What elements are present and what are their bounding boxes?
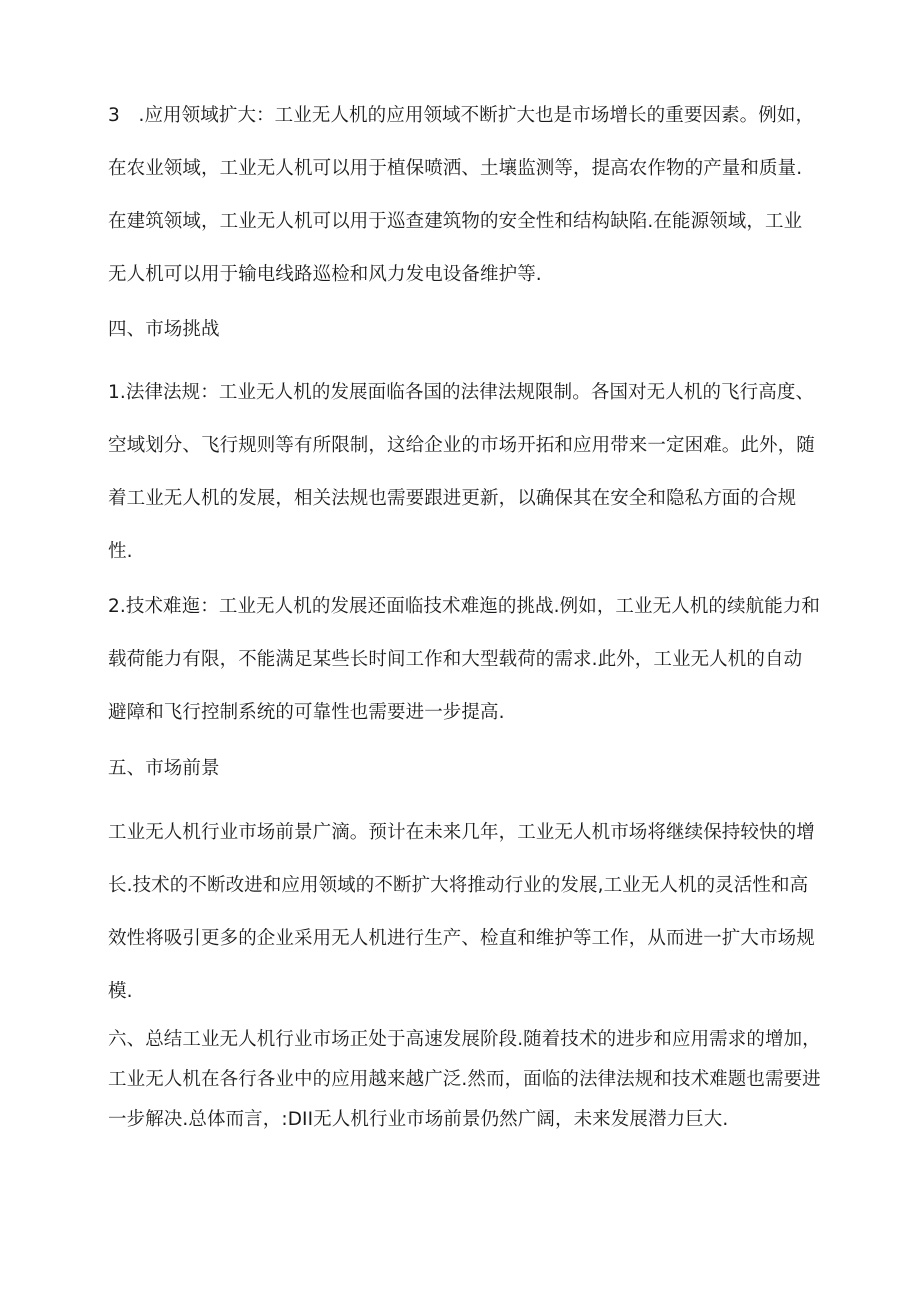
paragraph-application-expansion xyxy=(108,89,820,301)
text-line: 2.技术难迤：工业无人机的发展还面临技术难迤的挑战.例如，工业无人机的续航能力和 xyxy=(108,596,821,617)
text-line: 无人机可以用于输电线路巡检和风力发电设备维护等. xyxy=(108,264,542,285)
text-line: 着工业无人机的发展，相关法规也需要跟进更新，以确保其在安全和隐私方面的合规 xyxy=(108,488,797,509)
section-heading-challenges xyxy=(108,303,820,356)
heading-text: 四、市场挑战 xyxy=(108,319,220,340)
text-line: 性. xyxy=(108,541,133,562)
text-line: 避障和飞行控制系统的可靠性也需要进一步提高. xyxy=(108,702,505,723)
paragraph-legal-regulations xyxy=(108,366,820,578)
text-line: 一步解决.总体而言，:DII无人机行业市场前景仍然广阔，未来发展潜力巨大. xyxy=(108,1109,729,1130)
text-line: 载荷能力有限，不能满足某些长时间工作和大型载荷的需求.此外，工业无人机的自动 xyxy=(108,649,803,670)
text-line: 在农业领域，工业无人机可以用于植保喷洒、土壤监测等，提高农作物的产量和质量. xyxy=(108,158,803,179)
text-line: 效性将吸引更多的企业采用无人机进行生产、检直和维护等工作，从而进一扩大市场规 xyxy=(108,928,815,949)
paragraph-prospects-body xyxy=(108,806,820,1018)
text-line: 在建筑领域，工业无人机可以用于巡查建筑物的安全性和结构缺陷.在能源领域，工业 xyxy=(108,211,803,232)
section-heading-prospects xyxy=(108,742,820,795)
text-line: 工业无人机行业市场前景广滴。预计在未来几年，工业无人机市场将继续保持较快的增 xyxy=(108,822,815,843)
heading-text: 五、市场前景 xyxy=(108,758,220,779)
text-line: 3 .应用领域扩大：工业无人机的应用领域不断扩大也是市场增长的重要因素。例如， xyxy=(108,105,815,126)
text-line: 工业无人机在各行各业中的应用越来越广泛.然而，面临的法律法规和技术难题也需要进 xyxy=(108,1069,821,1090)
paragraph-summary xyxy=(108,1020,820,1140)
text-line: 1.法律法规：工业无人机的发展面临各国的法律法规限制。各国对无人机的飞行高度、 xyxy=(108,382,815,403)
text-line: 长.技术的不断改进和应用领域的不断扩大将推动行业的发展,工业无人机的灵活性和高 xyxy=(108,875,809,896)
text-line: 空域划分、飞行规则等有所限制，这给企业的市场开拓和应用带来一定困难。此外，随 xyxy=(108,435,815,456)
text-line: 模. xyxy=(108,981,133,1002)
text-line: 六、总结工业无人机行业市场正处于高速发展阶段.随着技术的进步和应用需求的增加， xyxy=(108,1029,821,1050)
paragraph-technical-difficulties xyxy=(108,580,820,739)
